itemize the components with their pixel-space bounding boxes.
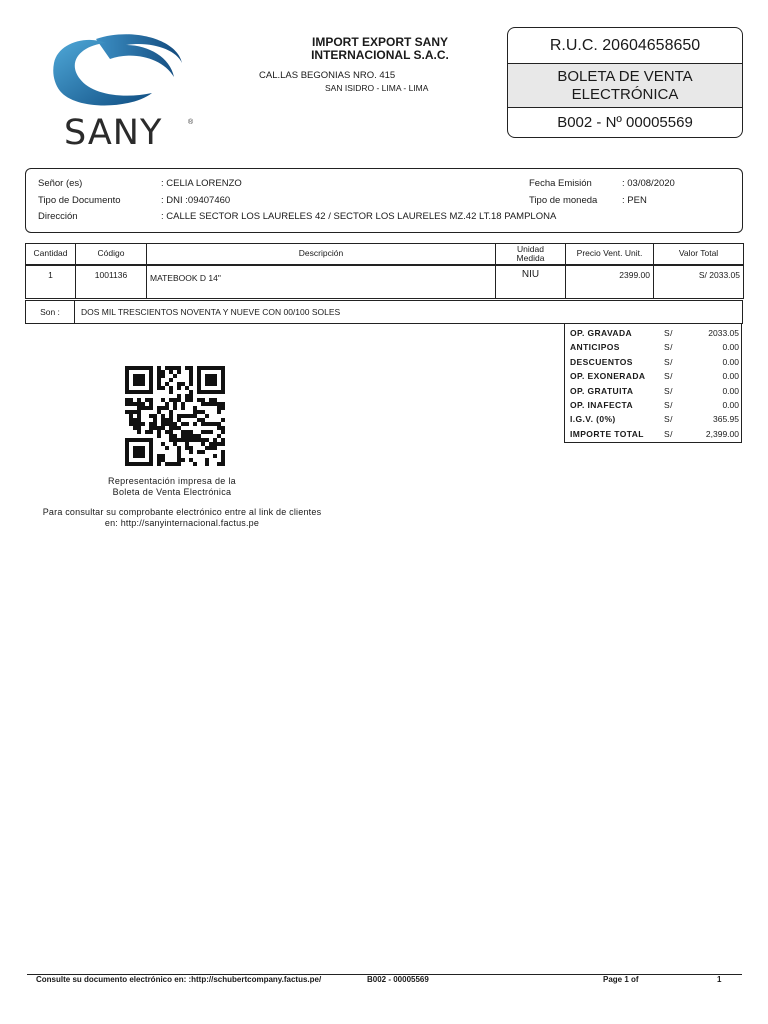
totals-label: OP. INAFECTA — [570, 399, 634, 410]
totals-row — [565, 355, 741, 369]
totals-currency: S/ — [664, 371, 673, 382]
totals-currency: S/ — [664, 414, 673, 425]
totals-row — [565, 326, 741, 340]
footer-page-total: 1 — [717, 975, 722, 984]
totals-label: I.G.V. (0%) — [570, 414, 616, 425]
totals-label: OP. EXONERADA — [570, 371, 646, 382]
totals-currency: S/ — [664, 328, 673, 338]
totals-value: 0.00 — [722, 399, 739, 410]
totals-value: 365.95 — [713, 414, 739, 425]
item-unit: NIU — [496, 265, 566, 299]
registered-mark: ® — [188, 119, 194, 126]
currency-value: : PEN — [622, 195, 647, 206]
header-unit-line2: Medida — [516, 252, 545, 263]
totals-label: DESCUENTOS — [570, 356, 633, 367]
totals-currency: S/ — [664, 342, 673, 353]
item-total: S/ 2033.05 — [654, 265, 744, 299]
totals-value: 0.00 — [722, 385, 739, 396]
totals-row — [565, 427, 741, 441]
document-number: B002 - Nº 00005569 — [557, 114, 693, 131]
header-quantity: Cantidad — [26, 244, 76, 265]
totals-currency: S/ — [664, 356, 673, 367]
consult-note — [22, 507, 342, 529]
header-description: Descripción — [147, 244, 496, 265]
ruc-number: R.U.C. 20604658650 — [508, 28, 742, 64]
document-type-line1: BOLETA DE VENTA — [557, 68, 693, 85]
header-code: Código — [76, 244, 147, 265]
item-unit-price: 2399.00 — [566, 265, 654, 299]
footer-page-label: Page 1 of — [603, 975, 639, 984]
totals-row — [565, 384, 741, 398]
amount-in-words-row — [25, 300, 743, 324]
header-unit-line1: Unidad — [517, 243, 544, 254]
company-name — [280, 36, 480, 62]
consult-link[interactable]: en: http://sanyinternacional.factus.pe — [104, 518, 260, 528]
amount-in-words-text: DOS MIL TRESCIENTOS NOVENTA Y NUEVE CON 00/100 SOLES — [81, 307, 341, 317]
totals-label: OP. GRAVADA — [570, 328, 633, 338]
company-address: CAL.LAS BEGONIAS NRO. 415 — [259, 70, 396, 81]
printed-representation-line2: Boleta de Venta Electrónica — [112, 487, 232, 497]
customer-doc-label: Tipo de Documento — [38, 195, 121, 206]
customer-name-value: : CELIA LORENZO — [161, 178, 242, 189]
currency-label: Tipo de moneda — [529, 195, 598, 206]
customer-doc-value: : DNI :09407460 — [161, 195, 231, 206]
customer-address-value: : CALLE SECTOR LOS LAURELES 42 / SECTOR LOS LAURELES MZ.42 LT.18 PAMPLONA — [161, 211, 557, 222]
totals-label: ANTICIPOS — [570, 342, 620, 353]
item-quantity: 1 — [26, 265, 76, 299]
consult-note-line1: Para consultar su comprobante electrónico entre al link de clientes — [42, 507, 322, 517]
totals-label: IMPORTE TOTAL — [570, 428, 644, 439]
sany-logo-text: SANY — [64, 113, 163, 153]
header-total: Valor Total — [654, 244, 744, 265]
table-row — [26, 265, 744, 299]
document-type — [508, 64, 742, 108]
sany-logo-mark — [52, 33, 184, 107]
totals-currency: S/ — [664, 399, 673, 410]
printed-representation-note — [72, 476, 272, 498]
totals-row — [565, 340, 741, 354]
customer-name-label: Señor (es) — [38, 178, 83, 189]
header-unit-price: Precio Vent. Unit. — [566, 244, 654, 265]
totals-value: 2033.05 — [708, 328, 739, 338]
customer-address-label: Dirección — [38, 211, 78, 222]
totals-value: 0.00 — [722, 356, 739, 367]
totals-row — [565, 398, 741, 412]
printed-representation-line1: Representación impresa de la — [108, 476, 236, 486]
totals-currency: S/ — [664, 385, 673, 396]
company-district: SAN ISIDRO - LIMA - LIMA — [325, 83, 429, 93]
footer-doc-number: B002 - 00005569 — [367, 975, 429, 984]
customer-info-box — [25, 168, 743, 233]
company-name-line2: INTERNACIONAL S.A.C. — [311, 48, 449, 62]
issue-date-label: Fecha Emisión — [529, 178, 592, 189]
totals-row — [565, 369, 741, 383]
footer-consult-link[interactable]: Consulte su documento electrónico en: :http://schubertcompany.factus.pe/ — [36, 975, 322, 984]
document-type-line2: ELECTRÓNICA — [571, 86, 679, 103]
totals-label: OP. GRATUITA — [570, 385, 634, 396]
totals-value: 0.00 — [722, 371, 739, 382]
totals-value: 0.00 — [722, 342, 739, 353]
items-header-row — [26, 244, 744, 265]
totals-box — [564, 324, 742, 443]
qr-code[interactable] — [123, 366, 227, 466]
amount-in-words-label: Son : — [26, 301, 75, 323]
company-name-line1: IMPORT EXPORT SANY — [311, 35, 448, 49]
items-table — [25, 243, 744, 299]
totals-value: 2,399.00 — [705, 428, 739, 439]
totals-row — [565, 412, 741, 426]
issue-date-value: : 03/08/2020 — [622, 178, 675, 189]
ruc-box — [507, 27, 743, 138]
totals-currency: S/ — [664, 428, 673, 439]
header-unit — [496, 244, 566, 265]
item-code: 1001136 — [76, 265, 147, 299]
item-description: MATEBOOK D 14" — [147, 265, 496, 299]
